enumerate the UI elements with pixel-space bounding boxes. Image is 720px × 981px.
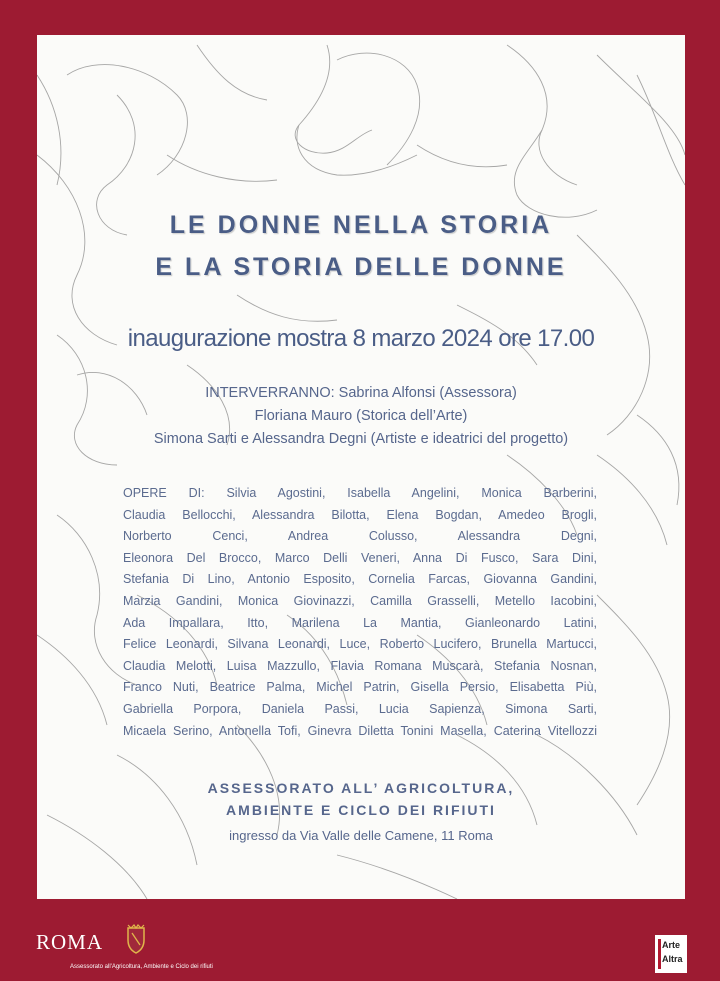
roma-logo-text: ROMA <box>36 930 104 954</box>
artists-line: Norberto Cenci, Andrea Colusso, Alessandra Degni, <box>123 529 597 544</box>
poster <box>37 35 685 899</box>
logo-bar <box>658 939 661 969</box>
artists-line: Micaela Serino, Antonella Tofi, Ginevra Diletta Tonini Masella, Caterina Vitellozzi <box>123 723 597 738</box>
address: ingresso da Via Valle delle Camene, 11 Roma <box>229 828 493 843</box>
speaker-line-2: Floriana Mauro (Storica dell’Arte) <box>254 408 468 424</box>
organizer-line-1: ASSESSORATO ALL’ AGRICOLTURA, <box>207 780 515 796</box>
artists-line: Felice Leonardi, Silvana Leonardi, Luce, Roberto Lucifero, Brunella Martucci, <box>123 637 597 652</box>
roma-crest-icon <box>125 924 147 954</box>
title-line-1: LE DONNE NELLA STORIA <box>169 211 553 239</box>
organizer-line-2: AMBIENTE E CICLO DEI RIFIUTI <box>226 802 496 818</box>
artists-line: Gabriella Porpora, Daniela Passi, Lucia Sapienza, Simona Sarti, <box>123 701 597 716</box>
artists-line: Franco Nuti, Beatrice Palma, Michel Patrin, Gisella Persio, Elisabetta Più, <box>123 680 597 695</box>
background-sketch <box>37 35 685 899</box>
arte-altra-logo <box>655 935 687 973</box>
artists-line: OPERE DI: Silvia Agostini, Isabella Angelini, Monica Barberini, <box>123 486 597 500</box>
title-line-2: E LA STORIA DELLE DONNE <box>155 253 567 281</box>
artists-line: Claudia Melotti, Luisa Mazzullo, Flavia Romana Muscarà, Stefania Nosnan, <box>123 658 597 673</box>
artists-line: Ada Impallara, Itto, Marilena La Mantia, Gianleonardo Latini, <box>123 615 597 630</box>
speaker-line-3: Simona Sarti e Alessandra Degni (Artiste e ideatrici del progetto) <box>153 431 569 447</box>
artists-line: Claudia Bellocchi, Alessandra Bilotta, Elena Bogdan, Amedeo Brogli, <box>123 507 597 522</box>
artists-line: Marzia Gandini, Monica Giovinazzi, Camilla Grasselli, Metello Iacobini, <box>123 593 597 608</box>
logo-line-1: Arte <box>662 940 681 950</box>
artists-list <box>123 483 597 742</box>
logo-line-2: Altra <box>662 954 683 964</box>
speaker-line-1: INTERVERRANNO: Sabrina Alfonsi (Assessora) <box>205 385 517 401</box>
inauguration-date: inaugurazione mostra 8 marzo 2024 ore 17.00 <box>127 325 595 352</box>
roma-subtitle: Assessorato all'Agricoltura, Ambiente e Ciclo dei rifiuti <box>70 964 213 970</box>
artists-line: Stefania Di Lino, Antonio Esposito, Cornelia Farcas, Giovanna Gandini, <box>123 572 597 587</box>
artists-line: Eleonora Del Brocco, Marco Delli Veneri, Anna Di Fusco, Sara Dini, <box>123 550 597 565</box>
